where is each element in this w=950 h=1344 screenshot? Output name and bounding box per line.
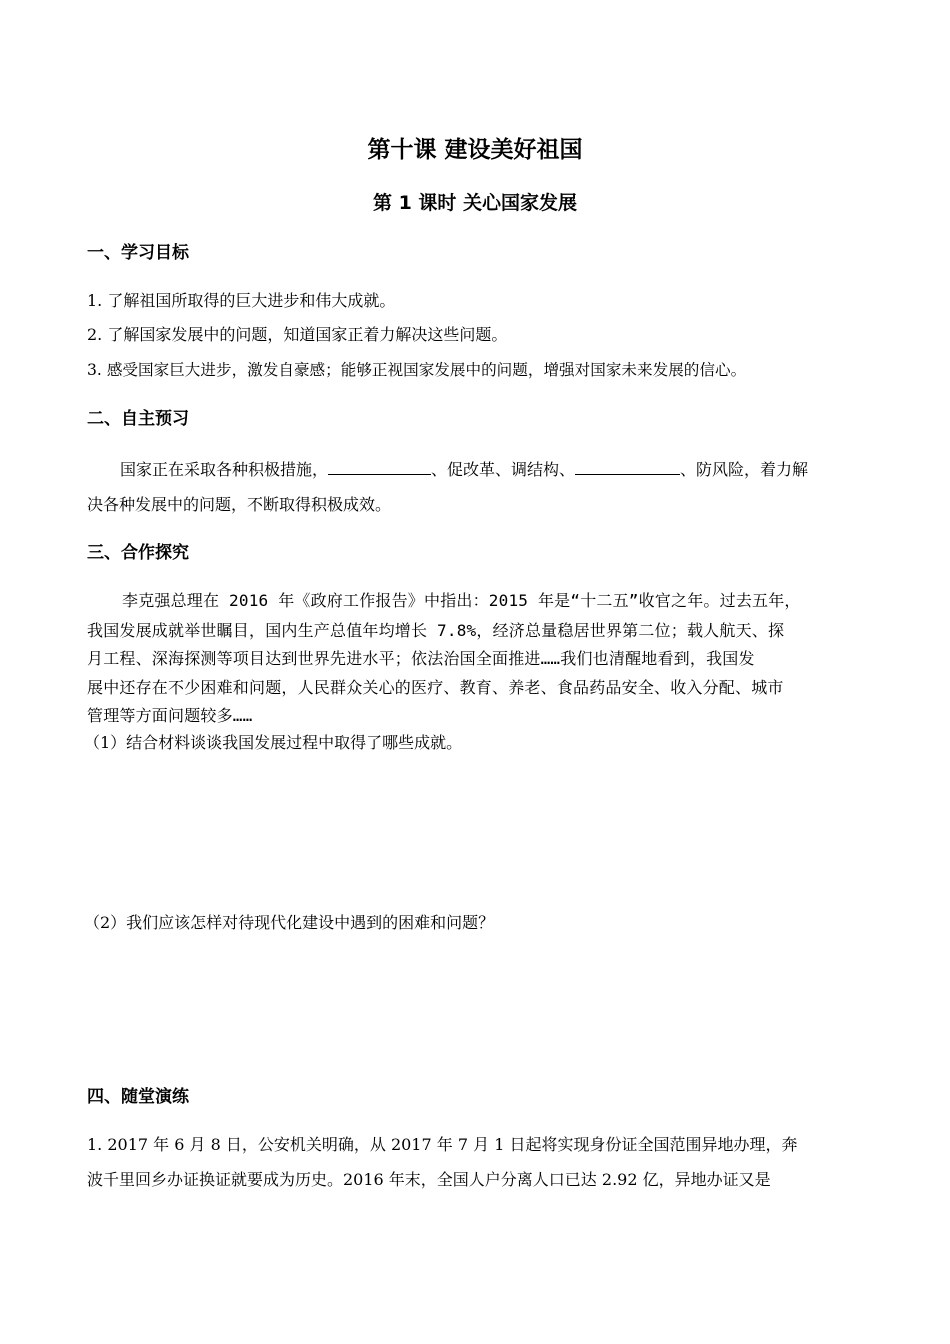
question-1: （1）结合材料谈谈我国发展过程中取得了哪些成就。 [84, 733, 463, 752]
goal-item: 3. 感受国家巨大进步，激发自豪感；能够正视国家发展中的问题，增强对国家未来发展的信心。 [87, 361, 747, 379]
practice-line: 波千里回乡办证换证就要成为历史。2016 年末，全国人户分离人口已达 2.92 亿，异地办证又是 [87, 1170, 771, 1189]
section-heading-self-study: 二、自主预习 [87, 409, 189, 429]
fill-text-part2: 、促改革、调结构、 [431, 460, 576, 479]
page-subtitle: 第 1 课时 关心国家发展 [372, 192, 578, 214]
fill-text-part3: 、防风险，着力解 [680, 460, 809, 479]
fill-blank-1[interactable] [328, 456, 431, 475]
fill-text-part1: 国家正在采取各种积极措施， [120, 460, 329, 479]
goal-item: 2. 了解国家发展中的问题，知道国家正着力解决这些问题。 [87, 325, 508, 344]
question-2: （2）我们应该怎样对待现代化建设中遇到的困难和问题？ [84, 913, 495, 932]
section-heading-practice: 四、随堂演练 [87, 1087, 189, 1107]
fill-blank-2[interactable] [575, 456, 680, 475]
material-line: 展中还存在不少困难和问题，人民群众关心的医疗、教育、养老、食品药品安全、收入分配、城市 [87, 678, 784, 697]
section-heading-cooperative-inquiry: 三、合作探究 [87, 543, 189, 563]
material-line: 月工程、深海探测等项目达到世界先进水平；依法治国全面推进……我们也清醒地看到，我国发 [87, 649, 755, 668]
section-heading-learning-goals: 一、学习目标 [87, 243, 189, 263]
practice-line: 1. 2017 年 6 月 8 日，公安机关明确，从 2017 年 7 月 1 日起将实现身份证全国范围异地办理，奔 [87, 1135, 798, 1154]
page-title: 第十课 建设美好祖国 [367, 137, 583, 163]
fill-in-sentence-line2: 决各种发展中的问题，不断取得积极成效。 [87, 495, 392, 514]
fill-in-sentence [120, 456, 808, 483]
material-line: 李克强总理在 2016 年《政府工作报告》中指出：2015 年是“十二五”收官之年。过去五年， [122, 591, 801, 610]
material-line: 管理等方面问题较多…… [87, 706, 253, 725]
material-line: 我国发展成就举世瞩目，国内生产总值年均增长 7.8%，经济总量稳居世界第二位；载人航天、探 [87, 621, 785, 640]
goal-item: 1. 了解祖国所取得的巨大进步和伟大成就。 [87, 291, 396, 310]
